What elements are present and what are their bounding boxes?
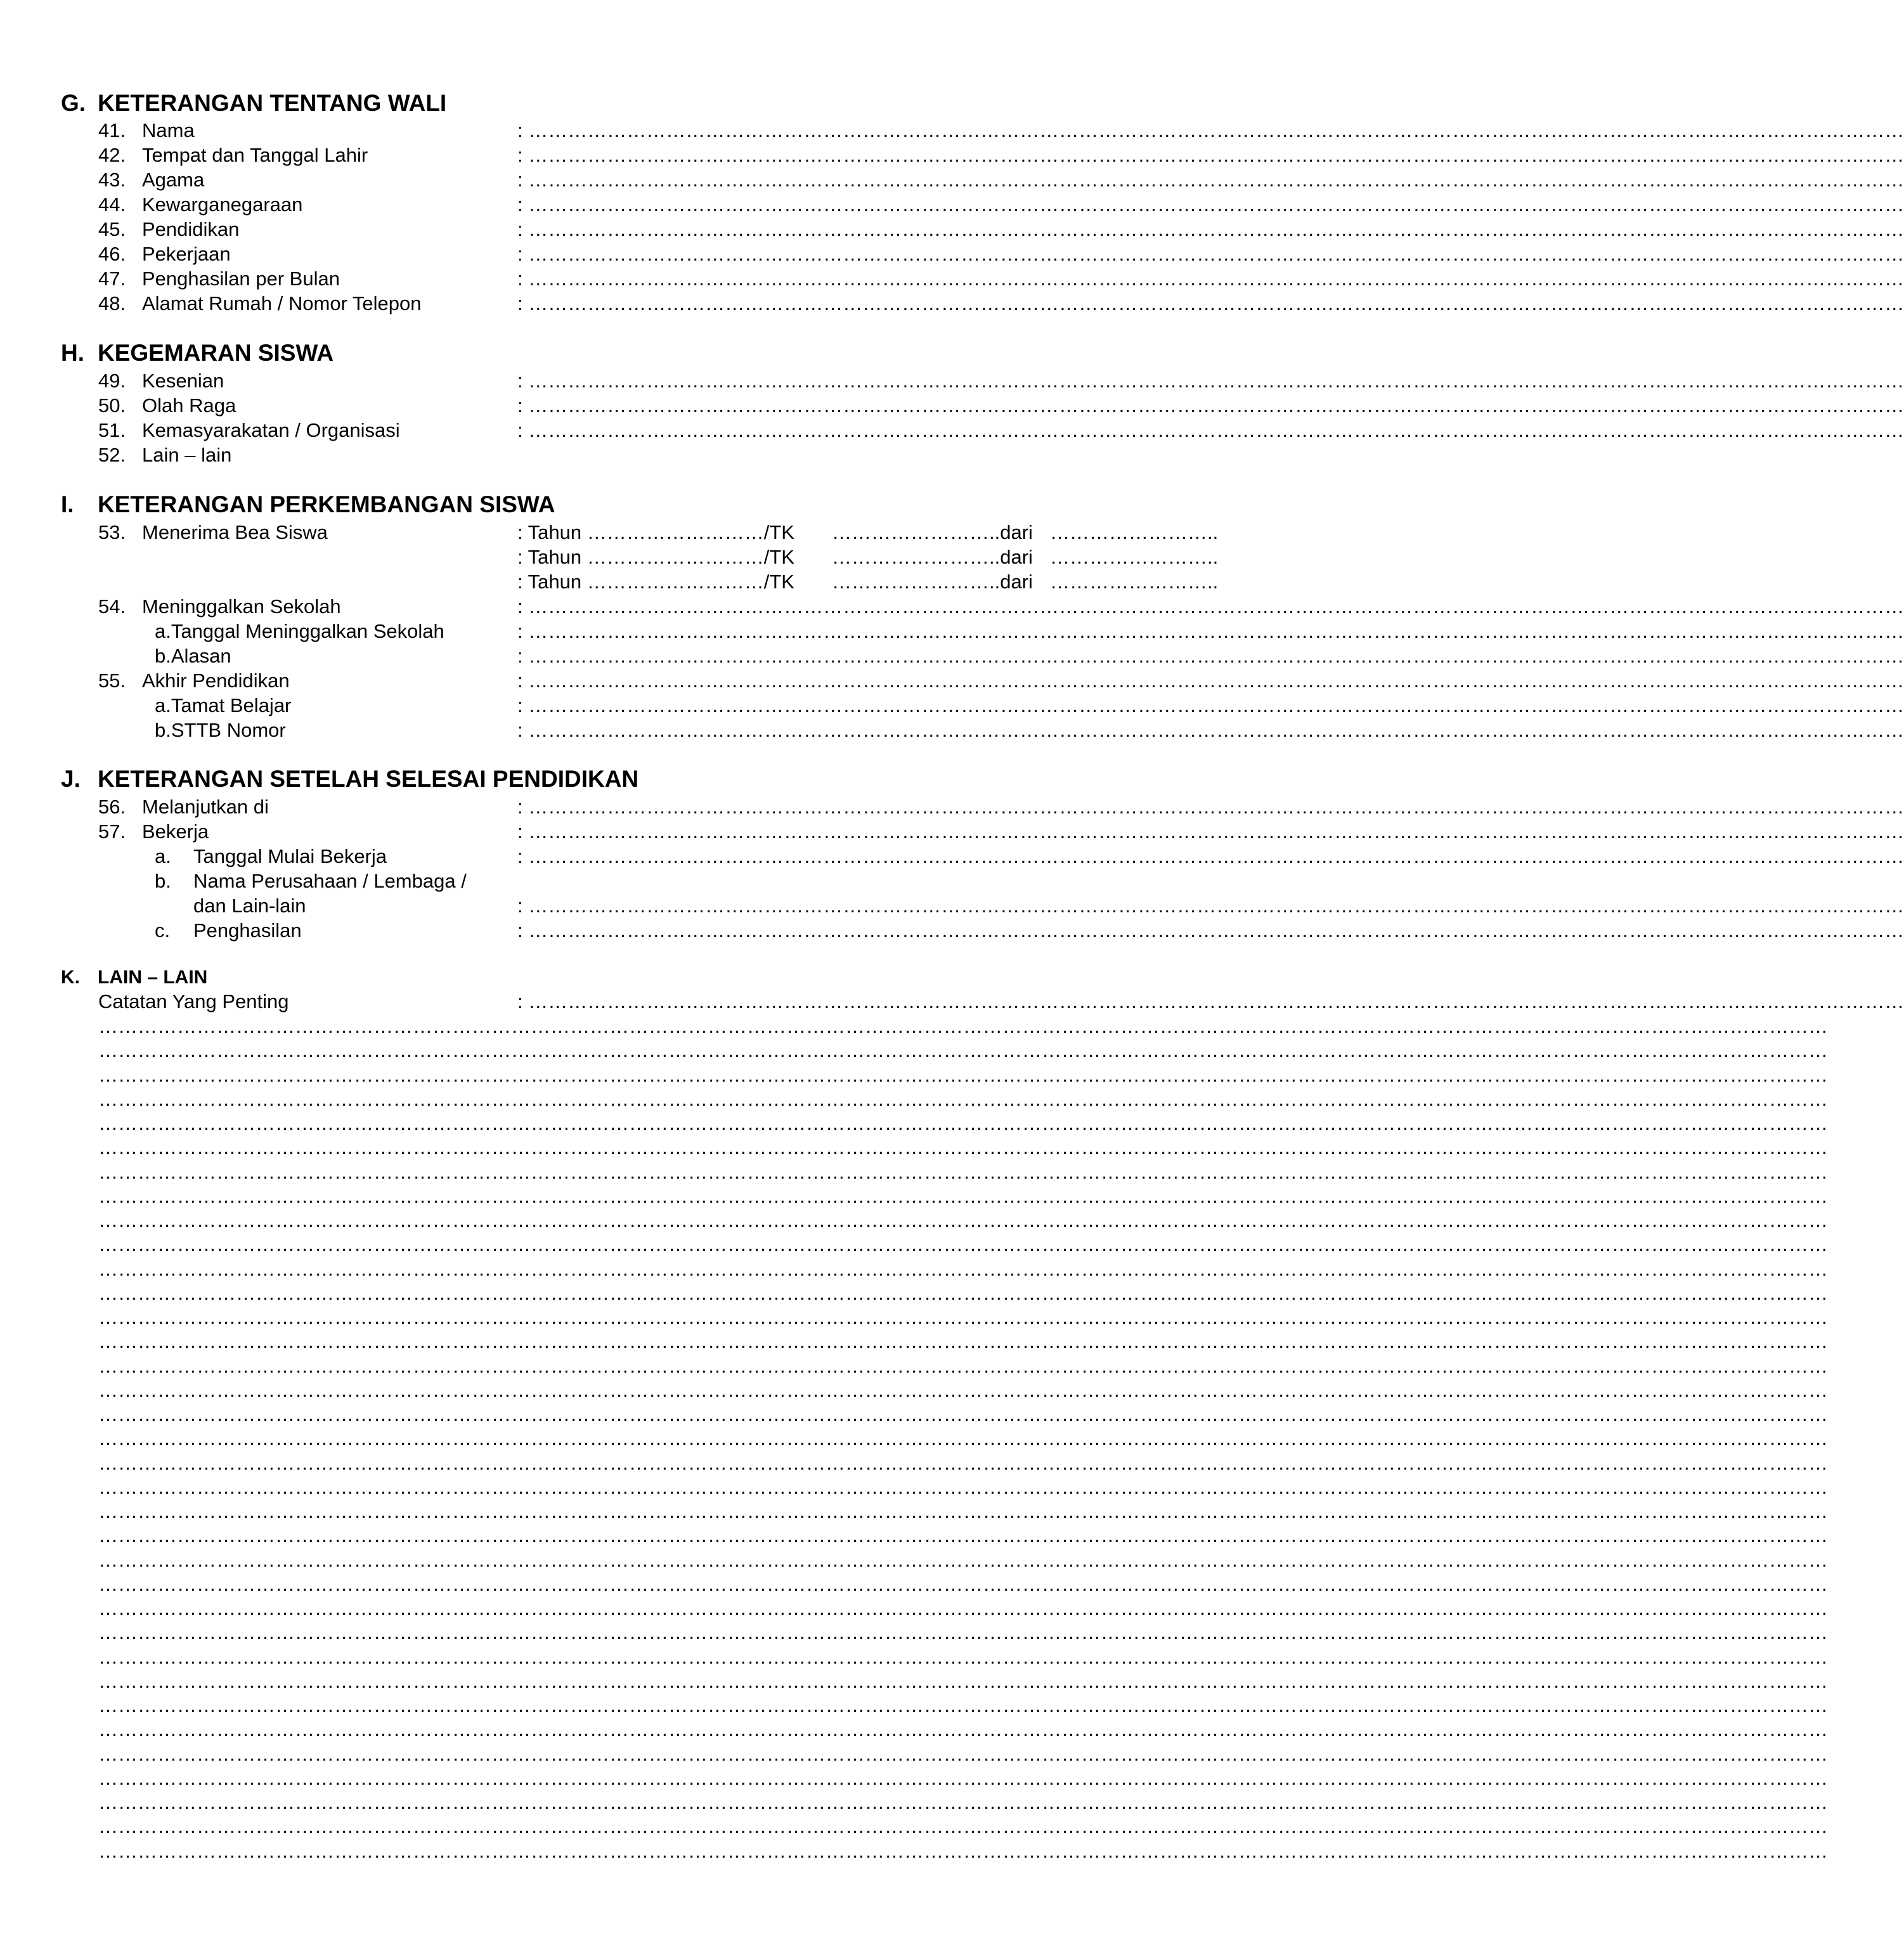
section-k-title: LAIN – LAIN xyxy=(98,967,208,988)
tanggal-meninggalkan-field[interactable]: : ………………………………………………………………………………………………………………………………………………………………………………………… xyxy=(517,620,1904,642)
notes-line[interactable]: ………………………………………………………………………………………………………………………………………………………………………………………………………………………………………… xyxy=(98,1354,1828,1377)
item-57b-row xyxy=(0,869,1298,894)
item-label: Penghasilan per Bulan xyxy=(142,268,340,290)
tanggal-mulai-bekerja-field[interactable]: : ………………………………………………………………………………………………………………………………………………………………………………………… xyxy=(517,845,1904,867)
notes-line[interactable]: ………………………………………………………………………………………………………………………………………………………………………………………………………………………………………… xyxy=(98,1233,1828,1256)
notes-line[interactable]: ………………………………………………………………………………………………………………………………………………………………………………………………………………………………………… xyxy=(98,1621,1828,1644)
notes-line-row xyxy=(0,1281,1828,1306)
item-sub-letter: c. xyxy=(155,919,171,941)
bekerja-field[interactable]: : ………………………………………………………………………………………………………………………………………………………………………………………… xyxy=(517,820,1904,843)
notes-line[interactable]: ………………………………………………………………………………………………………………………………………………………………………………………………………………………………………… xyxy=(98,1403,1828,1425)
notes-line-row xyxy=(0,1717,1828,1742)
item-label: Bekerja xyxy=(142,820,209,843)
item-57b-row-2 xyxy=(0,893,1904,919)
alasan-field[interactable]: : ………………………………………………………………………………………………………………………………………………………………………………………… xyxy=(517,645,1904,667)
tk-field[interactable]: ……………………..dari xyxy=(832,546,1033,568)
nama-perusahaan-field[interactable]: : ………………………………………………………………………………………………………………………………………………………………………………………… xyxy=(517,895,1904,917)
notes-line-row xyxy=(0,1160,1828,1185)
item-sub-letter: a. xyxy=(155,845,171,867)
notes-line-row xyxy=(0,1669,1828,1694)
item-number: 47. xyxy=(98,268,126,290)
tahun-field[interactable]: : Tahun ………………………/TK xyxy=(517,571,794,593)
agama-field[interactable]: : ………………………………………………………………………………………………………………………………………………………………………………………… xyxy=(517,169,1904,191)
notes-line[interactable]: ………………………………………………………………………………………………………………………………………………………………………………………………………………………………………… xyxy=(98,1451,1828,1474)
item-42-row xyxy=(0,143,1904,168)
notes-line[interactable]: ………………………………………………………………………………………………………………………………………………………………………………………………………………………………………… xyxy=(98,1306,1828,1328)
notes-line[interactable]: ………………………………………………………………………………………………………………………………………………………………………………………………………………………………………… xyxy=(98,1524,1828,1547)
notes-line[interactable]: ………………………………………………………………………………………………………………………………………………………………………………………………………………………………………… xyxy=(98,1694,1828,1716)
item-46-row xyxy=(0,242,1904,267)
notes-line-row xyxy=(0,1063,1828,1088)
notes-line-row xyxy=(0,1693,1828,1718)
item-53-row xyxy=(0,520,1298,545)
item-49-row xyxy=(0,368,1904,394)
tahun-field[interactable]: : Tahun ………………………/TK xyxy=(517,521,794,543)
notes-line-row xyxy=(0,1475,1828,1500)
tk-field[interactable]: ……………………..dari xyxy=(832,571,1033,593)
item-47-row xyxy=(0,266,1904,292)
notes-line[interactable]: ………………………………………………………………………………………………………………………………………………………………………………………………………………………………………… xyxy=(98,1427,1828,1450)
nama-field[interactable]: : ………………………………………………………………………………………………………………………………………………………………………………………… xyxy=(517,119,1904,141)
item-label: Alamat Rumah / Nomor Telepon xyxy=(142,292,422,314)
tahun-field[interactable]: : Tahun ………………………/TK xyxy=(517,546,794,568)
notes-line-row xyxy=(0,1814,1828,1839)
item-sublabel: Penghasilan xyxy=(193,919,302,941)
item-sublabel: b.Alasan xyxy=(155,645,231,667)
item-52-row xyxy=(0,443,1298,468)
notes-line[interactable]: ………………………………………………………………………………………………………………………………………………………………………………………………………………………………………… xyxy=(98,1548,1828,1571)
tempat-tanggal-lahir-field[interactable]: : ………………………………………………………………………………………………………………………………………………………………………………………… xyxy=(517,144,1904,166)
notes-line-row xyxy=(0,1426,1828,1451)
notes-line-row xyxy=(0,1305,1828,1330)
item-sublabel: a.Tanggal Meninggalkan Sekolah xyxy=(155,620,444,642)
item-number: 50. xyxy=(98,394,126,417)
notes-line-row xyxy=(0,1135,1828,1160)
notes-line[interactable]: ………………………………………………………………………………………………………………………………………………………………………………………………………………………………………… xyxy=(98,1112,1828,1134)
notes-line[interactable]: ………………………………………………………………………………………………………………………………………………………………………………………………………………………………………… xyxy=(98,1815,1828,1838)
item-number: 54. xyxy=(98,595,126,618)
item-label: Nama xyxy=(142,119,195,141)
section-g-title: KETERANGAN TENTANG WALI xyxy=(98,90,447,116)
item-number: 52. xyxy=(98,444,126,466)
item-sublabel-continued: dan Lain-lain xyxy=(193,895,306,917)
notes-line-row xyxy=(0,1572,1828,1597)
item-number: 45. xyxy=(98,218,126,240)
notes-line-row xyxy=(0,1766,1828,1791)
notes-line[interactable]: ………………………………………………………………………………………………………………………………………………………………………………………………………………………………………… xyxy=(98,1136,1828,1159)
notes-line-row xyxy=(0,1208,1828,1233)
notes-line[interactable]: ………………………………………………………………………………………………………………………………………………………………………………………………………………………………………… xyxy=(98,1475,1828,1498)
notes-line[interactable]: ………………………………………………………………………………………………………………………………………………………………………………………………………………………………………… xyxy=(98,1039,1828,1062)
item-number: 57. xyxy=(98,820,126,843)
notes-line[interactable]: ………………………………………………………………………………………………………………………………………………………………………………………………………………………………………… xyxy=(98,1281,1828,1304)
item-45-row xyxy=(0,217,1904,242)
item-label: Kewarganegaraan xyxy=(142,193,303,216)
notes-line[interactable]: ………………………………………………………………………………………………………………………………………………………………………………………………………………………………………… xyxy=(98,1645,1828,1668)
item-label: Kesenian xyxy=(142,370,224,392)
section-h-title: KEGEMARAN SISWA xyxy=(98,340,334,366)
notes-line-row xyxy=(0,1038,1828,1063)
section-j-title: KETERANGAN SETELAH SELESAI PENDIDIKAN xyxy=(98,766,639,792)
notes-line-row xyxy=(0,1742,1828,1767)
item-54a-row xyxy=(0,619,1904,644)
penghasilan-field[interactable]: : ………………………………………………………………………………………………………………………………………………………………………………………… xyxy=(517,268,1904,290)
notes-line-row xyxy=(0,1184,1828,1209)
item-sublabel: b.STTB Nomor xyxy=(155,719,286,741)
item-number: 41. xyxy=(98,119,126,141)
alamat-telepon-field[interactable]: : ………………………………………………………………………………………………………………………………………………………………………………………… xyxy=(517,292,1904,314)
item-label: Tempat dan Tanggal Lahir xyxy=(142,144,368,166)
item-55a-row xyxy=(0,693,1904,718)
item-55-row xyxy=(0,668,1904,694)
item-number: 51. xyxy=(98,419,126,441)
item-sublabel: a.Tamat Belajar xyxy=(155,694,292,716)
notes-line-row xyxy=(0,1329,1828,1354)
item-label: Lain – lain xyxy=(142,444,232,466)
notes-line[interactable]: ………………………………………………………………………………………………………………………………………………………………………………………………………………………………………… xyxy=(98,1791,1828,1813)
kewarganegaraan-field[interactable]: : ………………………………………………………………………………………………………………………………………………………………………………………… xyxy=(517,193,1904,216)
akhir-pendidikan-field[interactable]: : ………………………………………………………………………………………………………………………………………………………………………………………… xyxy=(517,670,1904,692)
item-41-row xyxy=(0,118,1904,143)
notes-line[interactable]: ………………………………………………………………………………………………………………………………………………………………………………………………………………………………………… xyxy=(98,1015,1828,1037)
notes-line[interactable]: ………………………………………………………………………………………………………………………………………………………………………………………………………………………………………… xyxy=(98,1209,1828,1231)
catatan-field[interactable]: : ………………………………………………………………………………………………………………………………………………………………………………………… xyxy=(517,990,1904,1013)
item-label: Menerima Bea Siswa xyxy=(142,521,328,543)
item-label: Olah Raga xyxy=(142,394,236,417)
notes-line[interactable]: ………………………………………………………………………………………………………………………………………………………………………………………………………………………………………… xyxy=(98,1500,1828,1522)
notes-line[interactable]: ………………………………………………………………………………………………………………………………………………………………………………………………………………………………………… xyxy=(98,1572,1828,1595)
section-k-letter: K. xyxy=(61,967,80,988)
notes-line-row xyxy=(0,1354,1828,1379)
item-number: 56. xyxy=(98,796,126,818)
notes-line[interactable]: ………………………………………………………………………………………………………………………………………………………………………………………………………………………………………… xyxy=(98,1160,1828,1183)
item-43-row xyxy=(0,167,1904,193)
notes-line[interactable]: ………………………………………………………………………………………………………………………………………………………………………………………………………………………………………… xyxy=(98,1718,1828,1741)
sttb-nomor-field[interactable]: : ………………………………………………………………………………………………………………………………………………………………………………………… xyxy=(517,719,1904,741)
section-i-title: KETERANGAN PERKEMBANGAN SISWA xyxy=(98,491,555,517)
notes-line[interactable]: ………………………………………………………………………………………………………………………………………………………………………………………………………………………………………… xyxy=(98,1669,1828,1692)
notes-line-row xyxy=(0,1839,1828,1864)
notes-line-row xyxy=(0,1232,1828,1257)
item-57a-row xyxy=(0,844,1904,869)
notes-line[interactable]: ………………………………………………………………………………………………………………………………………………………………………………………………………………………………………… xyxy=(98,1839,1828,1862)
item-number: 43. xyxy=(98,169,126,191)
pekerjaan-field[interactable]: : ………………………………………………………………………………………………………………………………………………………………………………………… xyxy=(517,243,1904,265)
item-number: 53. xyxy=(98,521,126,543)
section-j-letter: J. xyxy=(61,766,81,792)
kesenian-field[interactable]: : ………………………………………………………………………………………………………………………………………………………………………………………… xyxy=(517,370,1904,392)
notes-line-row xyxy=(0,1378,1828,1403)
item-number: 49. xyxy=(98,370,126,392)
notes-line[interactable]: ………………………………………………………………………………………………………………………………………………………………………………………………………………………………………… xyxy=(98,1184,1828,1207)
item-57c-row xyxy=(0,918,1904,943)
notes-line[interactable]: ………………………………………………………………………………………………………………………………………………………………………………………………………………………………………… xyxy=(98,1330,1828,1353)
notes-line[interactable]: ………………………………………………………………………………………………………………………………………………………………………………………………………………………………………… xyxy=(98,1766,1828,1789)
item-sublabel: Nama Perusahaan / Lembaga / xyxy=(193,870,467,892)
notes-line-row xyxy=(0,1645,1828,1670)
item-54b-row xyxy=(0,644,1904,669)
notes-line-row xyxy=(0,1451,1828,1476)
item-number: 44. xyxy=(98,193,126,216)
notes-line-row xyxy=(0,1087,1828,1112)
tk-field[interactable]: ……………………..dari xyxy=(832,521,1033,543)
item-sublabel: Tanggal Mulai Bekerja xyxy=(193,845,387,867)
item-number: 46. xyxy=(98,243,126,265)
item-number: 48. xyxy=(98,292,126,314)
meninggalkan-sekolah-field[interactable]: : ………………………………………………………………………………………………………………………………………………………………………………………… xyxy=(517,595,1904,618)
notes-line-row xyxy=(0,1111,1828,1136)
notes-line-row xyxy=(0,1257,1828,1282)
item-number: 42. xyxy=(98,144,126,166)
olah-raga-field[interactable]: : ………………………………………………………………………………………………………………………………………………………………………………………… xyxy=(517,394,1904,417)
notes-line[interactable]: ………………………………………………………………………………………………………………………………………………………………………………………………………………………………………… xyxy=(98,1257,1828,1280)
notes-line[interactable]: ………………………………………………………………………………………………………………………………………………………………………………………………………………………………………… xyxy=(98,1597,1828,1619)
dari-field[interactable]: …………………….. xyxy=(1050,546,1219,568)
catatan-label: Catatan Yang Penting xyxy=(98,990,289,1013)
section-i-letter: I. xyxy=(61,491,74,517)
melanjutkan-field[interactable]: : ………………………………………………………………………………………………………………………………………………………………………………………… xyxy=(517,796,1904,818)
notes-line-row xyxy=(0,1014,1828,1039)
notes-line-row xyxy=(0,1790,1828,1815)
notes-line[interactable]: ………………………………………………………………………………………………………………………………………………………………………………………………………………………………………… xyxy=(98,1063,1828,1086)
notes-line[interactable]: ………………………………………………………………………………………………………………………………………………………………………………………………………………………………………… xyxy=(98,1742,1828,1765)
notes-line[interactable]: ………………………………………………………………………………………………………………………………………………………………………………………………………………………………………… xyxy=(98,1378,1828,1401)
item-label: Meninggalkan Sekolah xyxy=(142,595,341,618)
item-label: Melanjutkan di xyxy=(142,796,269,818)
section-g-letter: G. xyxy=(61,90,86,116)
bea-siswa-row-2 xyxy=(0,545,1298,570)
item-57-row xyxy=(0,819,1904,844)
item-50-row xyxy=(0,393,1904,418)
item-51-row xyxy=(0,418,1904,443)
item-label: Pendidikan xyxy=(142,218,240,240)
pendidikan-field[interactable]: : ………………………………………………………………………………………………………………………………………………………………………………………… xyxy=(517,218,1904,240)
item-label: Pekerjaan xyxy=(142,243,231,265)
bea-siswa-row-3 xyxy=(0,569,1298,595)
notes-line-row xyxy=(0,1499,1828,1524)
notes-line[interactable]: ………………………………………………………………………………………………………………………………………………………………………………………………………………………………………… xyxy=(98,1087,1828,1110)
item-label: Akhir Pendidikan xyxy=(142,670,290,692)
item-48-row xyxy=(0,291,1904,316)
notes-line-row xyxy=(0,1402,1828,1427)
item-56-row xyxy=(0,794,1904,820)
item-label: Agama xyxy=(142,169,205,191)
kemasyarakatan-field[interactable]: : ………………………………………………………………………………………………………………………………………………………………………………………… xyxy=(517,419,1904,441)
notes-line-row xyxy=(0,1596,1828,1621)
notes-line-row xyxy=(0,1620,1828,1645)
penghasilan-bekerja-field[interactable]: : ………………………………………………………………………………………………………………………………………………………………………………………… xyxy=(517,919,1904,941)
dari-field[interactable]: …………………….. xyxy=(1050,571,1219,593)
item-55b-row xyxy=(0,718,1904,743)
item-number: 55. xyxy=(98,670,126,692)
item-54-row xyxy=(0,594,1904,619)
notes-line-row xyxy=(0,1548,1828,1573)
section-h-letter: H. xyxy=(61,340,84,366)
item-label: Kemasyarakatan / Organisasi xyxy=(142,419,400,441)
item-44-row xyxy=(0,192,1904,217)
dari-field[interactable]: …………………….. xyxy=(1050,521,1219,543)
tamat-belajar-field[interactable]: : ………………………………………………………………………………………………………………………………………………………………………………………… xyxy=(517,694,1904,716)
item-sub-letter: b. xyxy=(155,870,171,892)
notes-line-row xyxy=(0,1523,1828,1548)
catatan-row xyxy=(0,989,1904,1014)
